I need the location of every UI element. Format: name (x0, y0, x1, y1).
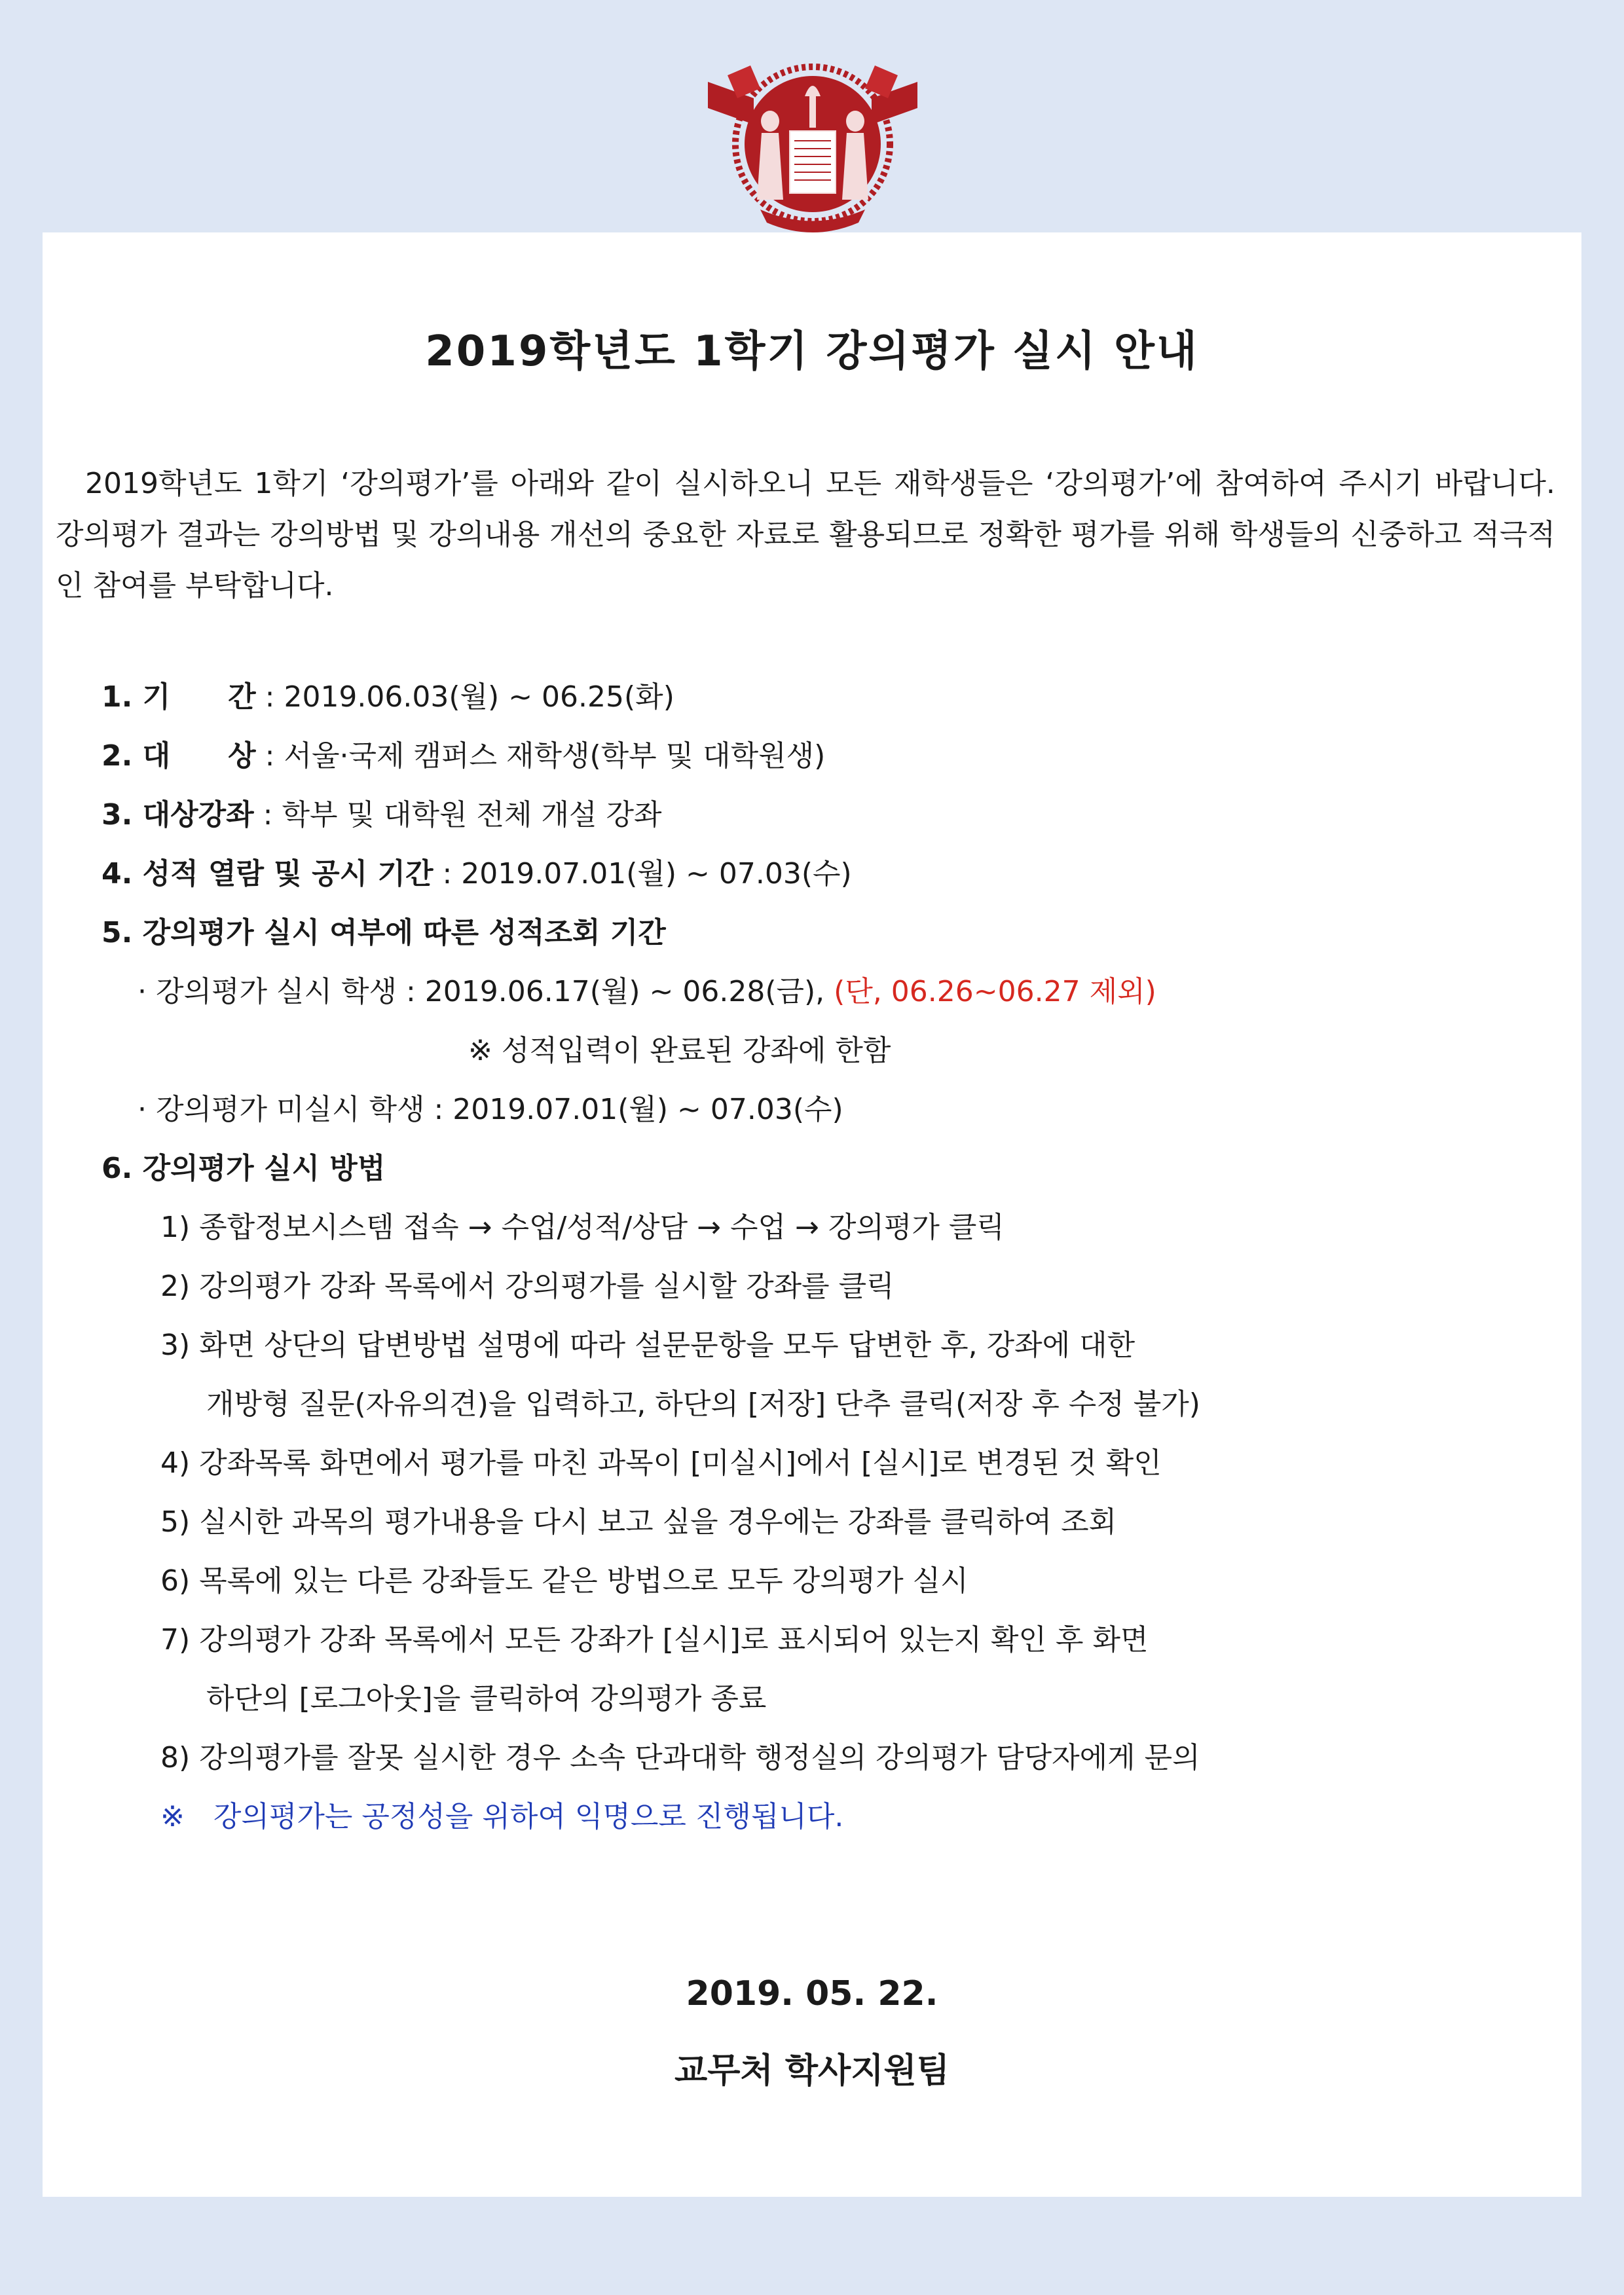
courses-value: : 학부 및 대학원 전체 개설 강좌 (253, 798, 662, 832)
method-step: 4) 강좌목록 화면에서 평가를 마친 과목이 [미실시]에서 [실시]로 변경된 것 확인 (160, 1446, 1162, 1480)
notice-issuer: 교무처 학사지원팀 (674, 2051, 950, 2091)
anonymous-note: ※ 강의평가는 공정성을 위하여 익명으로 진행됩니다. (160, 1800, 844, 1833)
method-step: 6) 목록에 있는 다른 강좌들도 같은 방법으로 모두 강의평가 실시 (160, 1564, 969, 1598)
method-step-continued: 하단의 [로그아웃]을 클릭하여 강의평가 종료 (206, 1682, 767, 1716)
method-step: 8) 강의평가를 잘못 실시한 경우 소속 단과대학 행정실의 강의평가 담당자에게 문의 (160, 1741, 1200, 1774)
inquiry-done-row (101, 963, 1542, 1021)
notice-items (101, 668, 1542, 1846)
grades-label: 4. 성적 열람 및 공시 기간 (101, 857, 434, 890)
period-label: 1. 기 간 (101, 680, 256, 714)
item-target (101, 727, 1542, 786)
notice-paper (43, 232, 1581, 2197)
method-step: 3) 화면 상단의 답변방법 설명에 따라 설문문항을 모두 답변한 후, 강좌에 대한 (160, 1329, 1135, 1362)
method-step-continued: 개방형 질문(자유의견)을 입력하고, 하단의 [저장] 단추 클릭(저장 후 수정 불가) (206, 1387, 1200, 1421)
item-courses (101, 786, 1542, 845)
target-label: 2. 대 상 (101, 739, 256, 773)
notice-date: 2019. 05. 22. (686, 1974, 938, 2013)
notice-title: 2019학년도 1학기 강의평가 실시 안내 (425, 327, 1199, 376)
method-step: 2) 강의평가 강좌 목록에서 강의평가를 실시할 강좌를 클릭 (160, 1270, 895, 1303)
target-value: : 서울·국제 캠퍼스 재학생(학부 및 대학원생) (255, 739, 826, 773)
period-value: : 2019.06.03(월) ~ 06.25(화) (255, 680, 674, 714)
item-period (101, 668, 1542, 727)
method-step: 7) 강의평가 강좌 목록에서 모든 강좌가 [실시]로 표시되어 있는지 확인 후 화면 (160, 1623, 1149, 1657)
university-seal-logo (701, 36, 924, 239)
item-inquiry (101, 904, 1542, 963)
method-step: 1) 종합정보시스템 접속 → 수업/성적/상담 → 수업 → 강의평가 클릭 (160, 1211, 1005, 1244)
item-method (101, 1139, 1542, 1198)
inquiry-notdone-row: · 강의평가 미실시 학생 : 2019.07.01(월) ~ 07.03(수) (138, 1093, 843, 1126)
inquiry-done-note: ※ 성적입력이 완료된 강좌에 한함 (468, 1034, 891, 1067)
method-label: 6. 강의평가 실시 방법 (101, 1152, 386, 1185)
courses-label: 3. 대상강좌 (101, 798, 254, 832)
intro-paragraph: 2019학년도 1학기 ‘강의평가’를 아래와 같이 실시하오니 모든 재학생들은 ‘강의평가’에 참여하여 주시기 바랍니다. 강의평가 결과는 강의방법 및 강의내용 개선의 중요한 자료로 활용되므로 정확한 평가를 위해 학생들의 신중하고 적극적인 참여를 부탁합니다. (56, 467, 1555, 602)
inquiry-label: 5. 강의평가 실시 여부에 따른 성적조회 기간 (101, 916, 666, 949)
method-step: 5) 실시한 과목의 평가내용을 다시 보고 싶을 경우에는 강좌를 클릭하여 조회 (160, 1505, 1117, 1539)
item-grades (101, 845, 1542, 904)
inquiry-done-exception: (단, 06.26~06.27 제외) (834, 975, 1156, 1008)
inquiry-done-text: · 강의평가 실시 학생 : 2019.06.17(월) ~ 06.28(금), (138, 975, 834, 1008)
grades-value: : 2019.07.01(월) ~ 07.03(수) (433, 857, 852, 890)
